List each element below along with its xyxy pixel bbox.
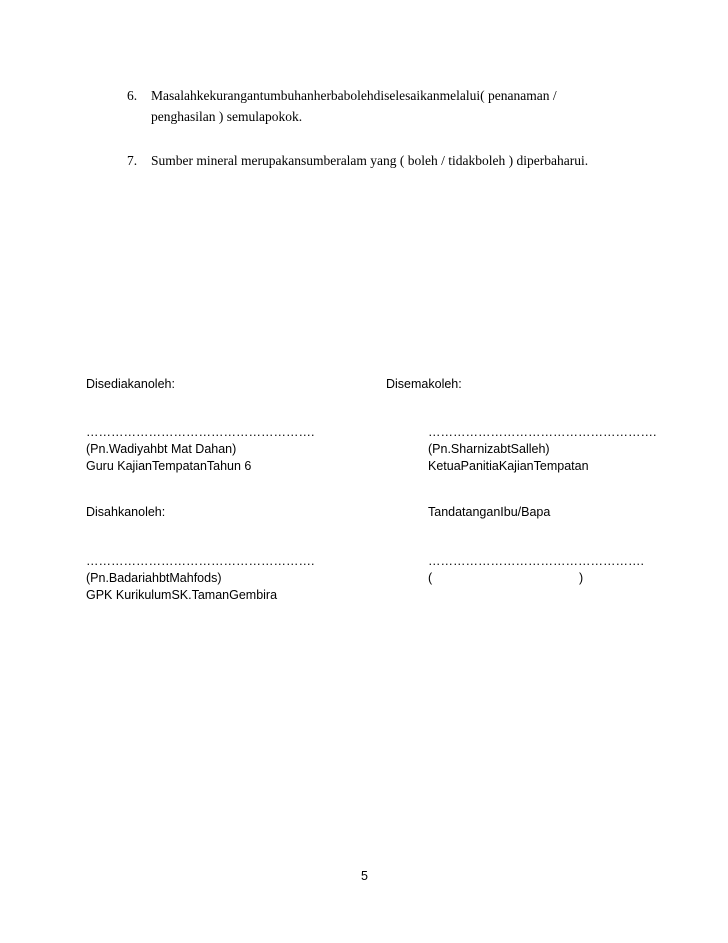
prepared-by-signature-line: ……………………………………………….	[86, 425, 315, 439]
question-text-line-1: Sumber mineral merupakansumberalam yang ( boleh / tidakboleh ) diperbaharui.	[151, 153, 589, 168]
question-7	[127, 150, 627, 171]
prepared-by-position: Guru KajianTempatanTahun 6	[86, 459, 252, 473]
question-6	[127, 85, 607, 127]
page-number: 5	[361, 869, 368, 883]
question-number: 6.	[127, 88, 138, 103]
approved-by-heading: Disahkanoleh:	[86, 505, 166, 519]
approved-by-position: GPK KurikulumSK.TamanGembira	[86, 588, 278, 602]
checked-by-name: (Pn.SharnizabtSalleh)	[428, 442, 550, 456]
parent-signature-line: …………………………………………….	[428, 554, 644, 568]
checked-by-heading: Disemakoleh:	[386, 377, 462, 391]
checked-by-position: KetuaPanitiaKajianTempatan	[428, 459, 589, 473]
prepared-by-heading: Disediakanoleh:	[86, 377, 175, 391]
question-text-line-2: penghasilan ) semulapokok.	[151, 109, 303, 124]
question-number: 7.	[127, 153, 138, 168]
prepared-by-name: (Pn.Wadiyahbt Mat Dahan)	[86, 442, 237, 456]
parent-name-open-bracket: (	[428, 571, 433, 585]
approved-by-signature-line: ……………………………………………….	[86, 554, 315, 568]
parent-name-close-bracket: )	[579, 571, 584, 585]
question-text-line-1: Masalahkekurangantumbuhanherbabolehdiselesaikanmelalui( penanaman /	[151, 88, 557, 103]
checked-by-signature-line: ……………………………………………….	[428, 425, 657, 439]
approved-by-name: (Pn.BadariahbtMahfods)	[86, 571, 222, 585]
parent-signature-heading: TandatanganIbu/Bapa	[428, 505, 551, 519]
